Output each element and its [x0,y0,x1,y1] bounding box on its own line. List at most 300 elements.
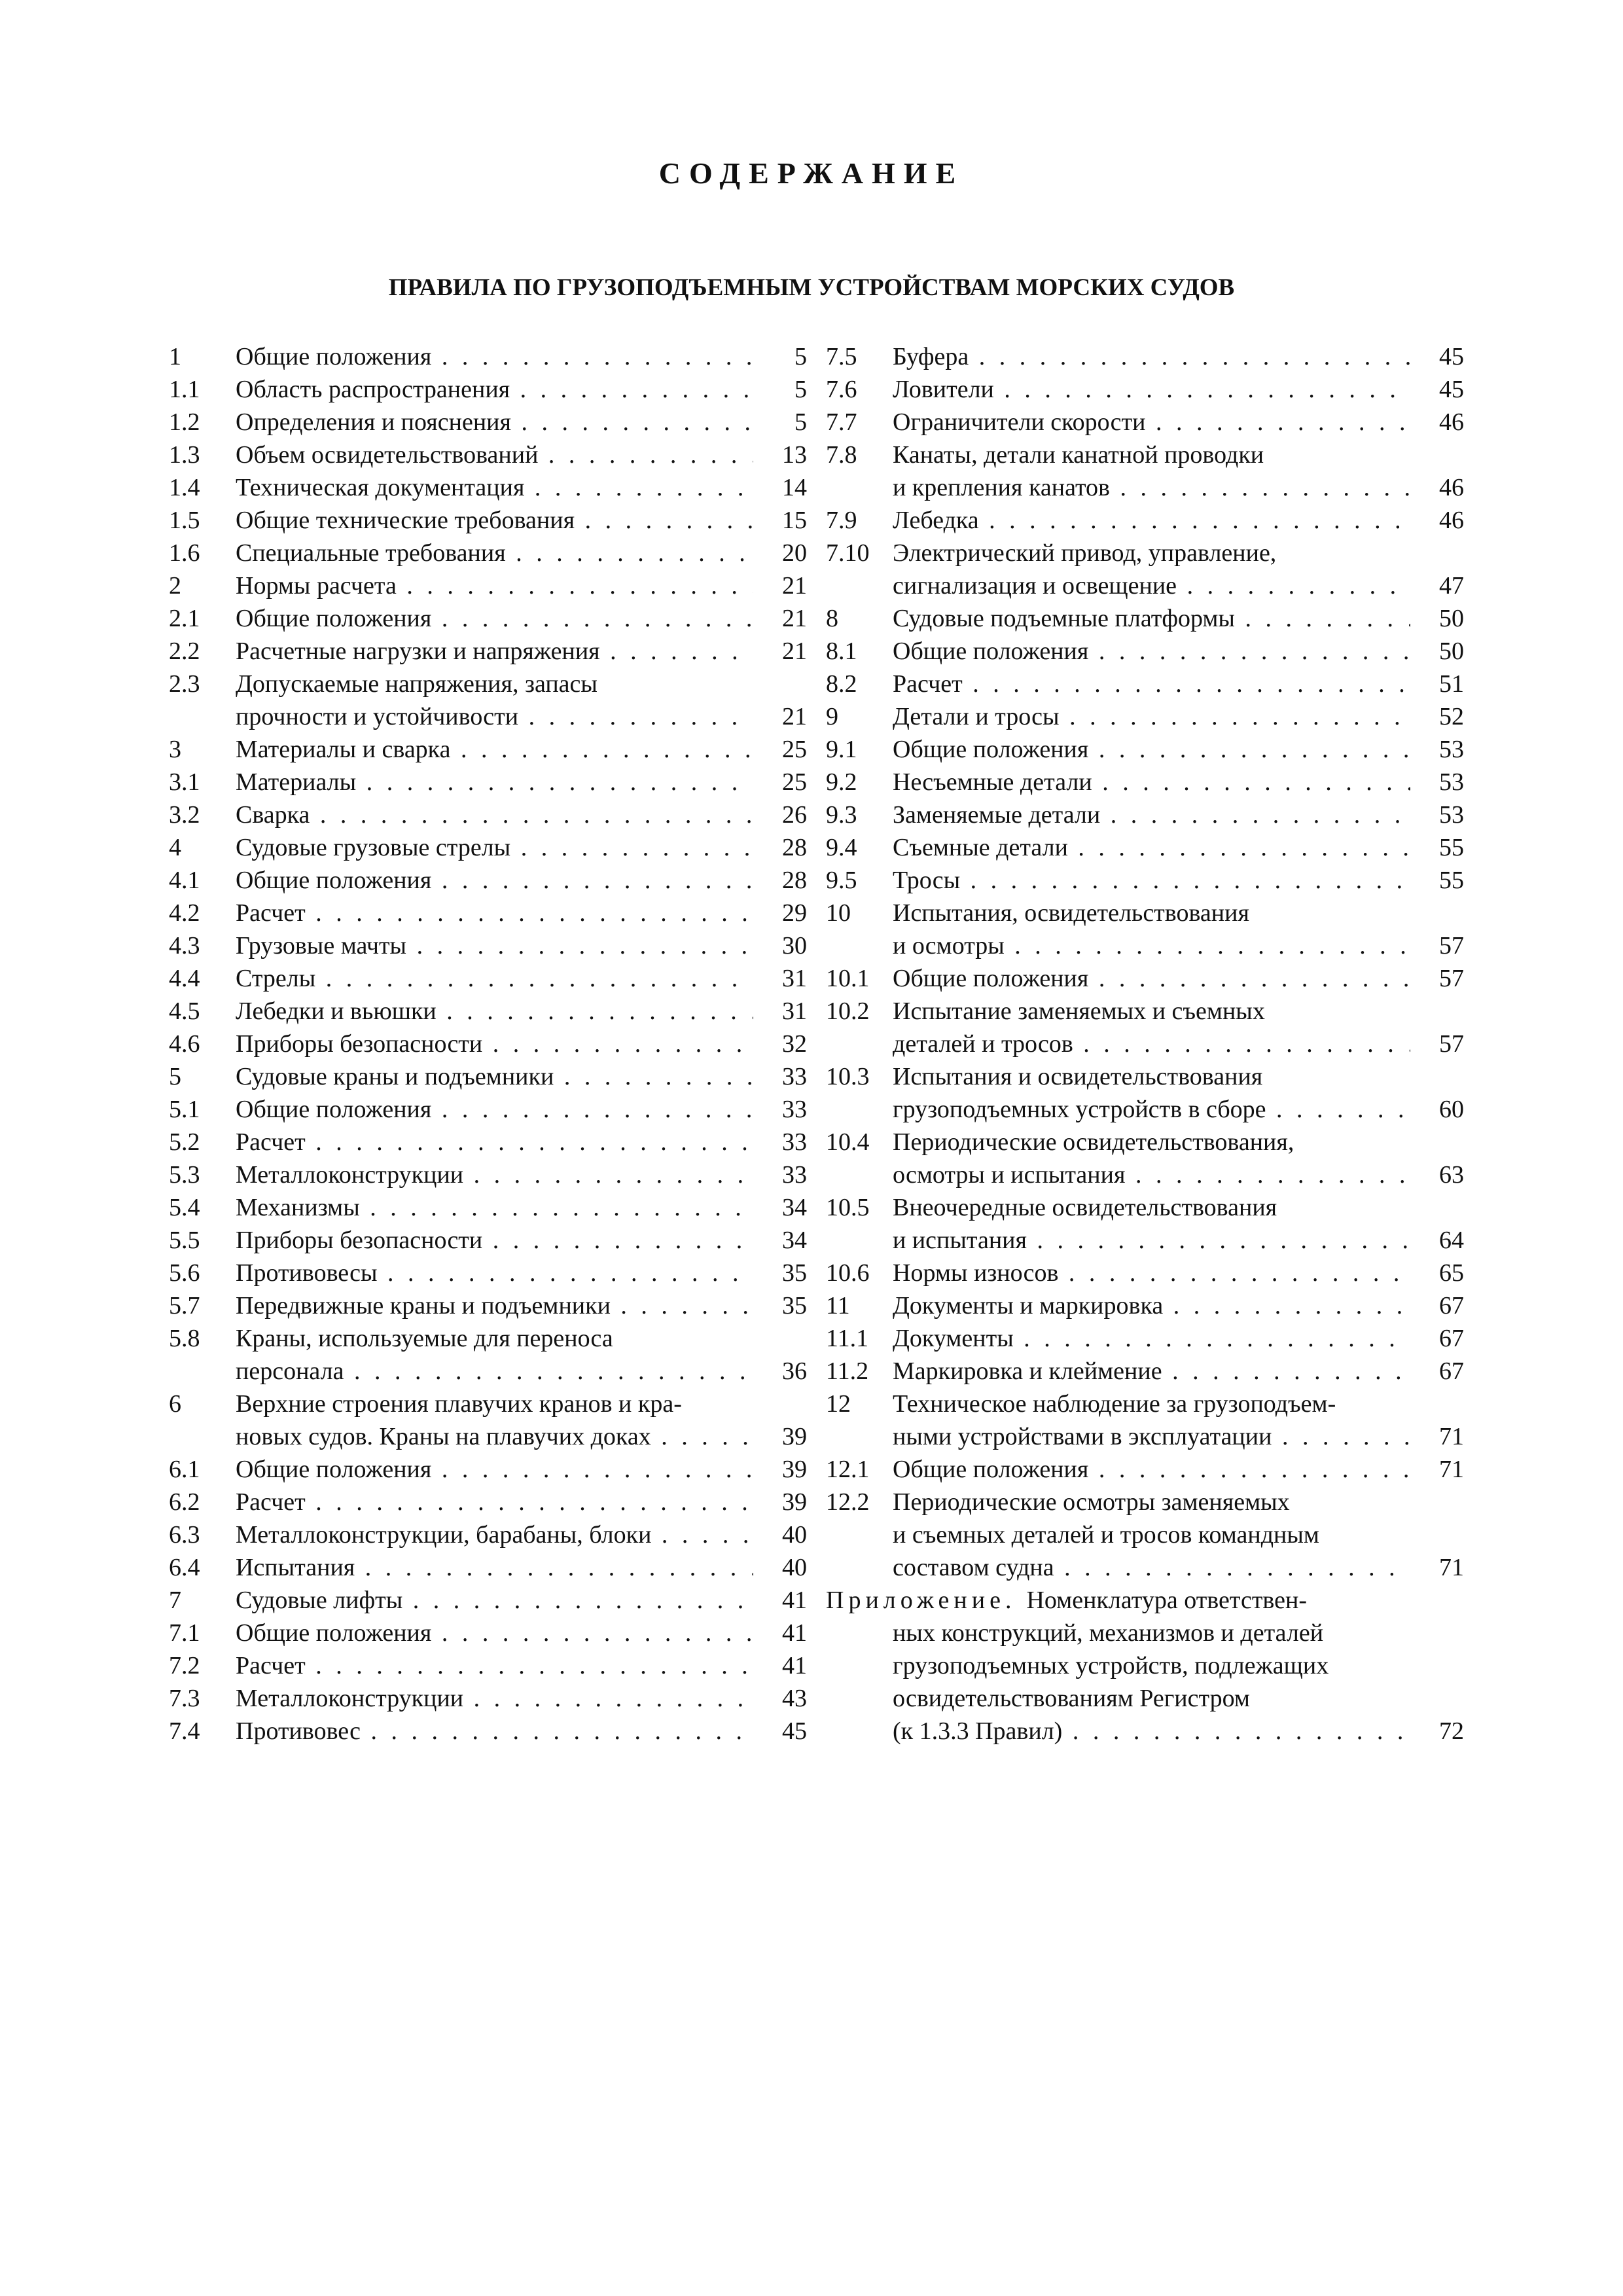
toc-line [826,504,1464,537]
toc-title-line: Нормы расчета . . . [236,569,753,602]
toc-line [169,406,807,439]
toc-entry[interactable] [826,504,1464,537]
toc-line [169,995,807,1028]
toc-page-number: 67 [1439,1325,1464,1352]
toc-title-line: Расчетные нагрузки и напряжения . . . [236,635,753,668]
toc-page-number: 57 [1439,1030,1464,1058]
toc-title-line: Расчет . . . [236,1486,753,1518]
toc-line [169,471,807,504]
toc-line [826,1715,1464,1748]
toc-page-number: 57 [1439,932,1464,960]
toc-title-line: Общие технические требования . . . [236,504,753,537]
toc-page-number: 50 [1439,637,1464,665]
toc-section-number: 6.3 [169,1521,200,1549]
toc-line [826,1093,1464,1126]
toc-entry[interactable] [169,733,807,766]
toc-title-line: Техническое наблюдение за грузоподъем- [893,1390,1336,1418]
toc-title-line: Судовые краны и подъемники . . . [236,1060,753,1093]
toc-entry[interactable] [169,766,807,798]
toc-page-number: 60 [1439,1096,1464,1123]
toc-line [169,1224,807,1257]
toc-entry[interactable] [826,635,1464,668]
toc-title-line: Металлоконструкции . . . [236,1682,753,1715]
toc-line [169,1322,807,1355]
toc-entry[interactable] [169,1486,807,1518]
toc-title-line: Передвижные краны и подъемники . . . [236,1289,753,1322]
toc-entry[interactable] [169,1060,807,1093]
toc-line [169,1289,807,1322]
toc-title-line: Испытания . . . [236,1551,753,1584]
toc-page-number: 72 [1439,1717,1464,1745]
toc-page-number: 71 [1439,1423,1464,1450]
toc-line [169,504,807,537]
toc-section-number: 9.1 [826,736,857,763]
toc-title-line: Верхние строения плавучих кранов и кра- [236,1390,682,1418]
toc-section-number: 7.8 [826,441,857,469]
toc-page-number: 29 [782,899,807,927]
toc-line [169,1388,807,1420]
toc-title-line: Лебедки и вьюшки . . . [236,995,753,1028]
toc-page-number: 43 [782,1685,807,1712]
toc-entry[interactable] [826,373,1464,406]
toc-line [826,929,1464,962]
toc-entry[interactable] [169,537,807,569]
toc-page-number: 28 [782,834,807,861]
toc-title-line: Испытание заменяемых и съемных [893,997,1265,1025]
toc-page-number: 71 [1439,1554,1464,1581]
toc-page-number: 33 [782,1161,807,1189]
toc-entry[interactable] [169,635,807,668]
toc-page-number: 28 [782,867,807,894]
toc-line [169,1584,807,1617]
toc-title-line: Техническая документация . . . [236,471,753,504]
toc-right-column [826,340,1464,1748]
toc-page-number: 25 [782,768,807,796]
toc-section-number: 5.6 [169,1259,200,1287]
toc-title-line: Общие положения . . . [893,962,1410,995]
toc-entry[interactable] [169,1715,807,1748]
toc-title-line: ных конструкций, механизмов и деталей [893,1619,1324,1647]
toc-page-number: 45 [1439,376,1464,403]
toc-entry[interactable] [826,864,1464,897]
toc-section-number: 10.6 [826,1259,870,1287]
toc-title-line: Приборы безопасности . . . [236,1224,753,1257]
toc-section-number: 1.4 [169,474,200,501]
toc-title-line: персонала . . . [236,1355,753,1388]
toc-section-number: 7.7 [826,408,857,436]
toc-entry[interactable] [826,798,1464,831]
toc-entry[interactable] [826,1388,1464,1453]
toc-title-line: составом судна . . . [893,1551,1410,1584]
toc-page-number: 21 [782,637,807,665]
toc-page-number: 39 [782,1488,807,1516]
toc-line [826,1060,1464,1093]
toc-entry[interactable] [169,1126,807,1158]
toc-section-number: 6.4 [169,1554,200,1581]
toc-entry[interactable] [826,537,1464,602]
toc-entry[interactable] [826,733,1464,766]
toc-section-number: 1.2 [169,408,200,436]
toc-line [826,995,1464,1028]
toc-section-number: 4.3 [169,932,200,960]
toc-line [169,733,807,766]
toc-line [169,1715,807,1748]
toc-line [169,602,807,635]
toc-section-number: 7 [169,1587,181,1614]
toc-line [826,602,1464,635]
toc-title-line: Общие положения . . . [236,864,753,897]
toc-entry[interactable] [169,1028,807,1060]
toc-title-line: Металлоконструкции . . . [236,1158,753,1191]
toc-entry[interactable] [169,1518,807,1551]
toc-title-line: Область распространения . . . [236,373,753,406]
toc-line [826,1388,1464,1420]
toc-line [169,668,807,700]
toc-entry[interactable] [169,1158,807,1191]
toc-entry[interactable] [169,798,807,831]
toc-section-number: 5 [169,1063,181,1090]
toc-entry[interactable] [826,1486,1464,1584]
toc-page-number: 32 [782,1030,807,1058]
toc-entry[interactable] [169,1682,807,1715]
toc-page-number: 46 [1439,474,1464,501]
toc-appendix-entry[interactable] [826,1584,1464,1748]
document-heading: ПРАВИЛА ПО ГРУЗОПОДЪЕМНЫМ УСТРОЙСТВАМ МОРСКИХ СУДОВ [388,274,1235,301]
toc-line [169,864,807,897]
toc-title-line: и испытания . . . [893,1224,1410,1257]
toc-entry[interactable] [169,1584,807,1617]
toc-line [169,1191,807,1224]
toc-entry[interactable] [826,1355,1464,1388]
toc-page-number: 13 [782,441,807,469]
toc-section-number: 3.1 [169,768,200,796]
toc-entry[interactable] [169,340,807,373]
toc-line [826,569,1464,602]
toc-line [169,1682,807,1715]
toc-section-number: 8 [826,605,838,632]
toc-line [826,1289,1464,1322]
toc-title-line: Съемные детали . . . [893,831,1410,864]
toc-section-number: 10.2 [826,997,870,1025]
toc-line [169,1257,807,1289]
toc-entry[interactable] [826,406,1464,439]
toc-page-number: 46 [1439,507,1464,534]
toc-entry[interactable] [826,766,1464,798]
appendix-label: Приложение. [826,1587,1016,1614]
toc-line [826,1355,1464,1388]
toc-title-line: освидетельствованиям Регистром [893,1685,1250,1712]
toc-title-line: осмотры и испытания . . . [893,1158,1410,1191]
toc-page-number: 34 [782,1227,807,1254]
toc-entry[interactable] [826,1322,1464,1355]
toc-title-line: Металлоконструкции, барабаны, блоки . . . [236,1518,753,1551]
toc-line [826,1322,1464,1355]
toc-page-number: 31 [782,997,807,1025]
toc-entry[interactable] [826,439,1464,504]
toc-title-line: Тросы . . . [893,864,1410,897]
toc-line [826,1551,1464,1584]
toc-line [826,1191,1464,1224]
toc-line [826,700,1464,733]
appendix-first-line-text: Номенклатура ответствен- [1026,1587,1308,1614]
toc-line [169,373,807,406]
toc-line [826,1158,1464,1191]
toc-title-line: Общие положения . . . [236,1453,753,1486]
toc-title-line: прочности и устойчивости . . . [236,700,753,733]
toc-section-number: 10.5 [826,1194,870,1221]
toc-section-number: 5.2 [169,1128,200,1156]
toc-entry[interactable] [826,1191,1464,1257]
toc-section-number: 4.1 [169,867,200,894]
toc-line [826,864,1464,897]
toc-title-line: Ловители . . . [893,373,1410,406]
page-title: СОДЕРЖАНИЕ [658,156,965,190]
toc-line [169,1551,807,1584]
toc-line [826,962,1464,995]
toc-line [169,1453,807,1486]
toc-title-line: Периодические освидетельствования, [893,1128,1294,1156]
toc-entry[interactable] [826,700,1464,733]
toc-title-line: Канаты, детали канатной проводки [893,441,1264,469]
toc-page-number: 39 [782,1456,807,1483]
toc-entry[interactable] [169,864,807,897]
toc-entry[interactable] [826,897,1464,962]
toc-entry[interactable] [169,897,807,929]
toc-entry[interactable] [826,602,1464,635]
toc-section-number: 12.2 [826,1488,870,1516]
toc-page-number: 53 [1439,801,1464,829]
toc-line [169,1158,807,1191]
toc-line [826,1649,1464,1682]
toc-entry[interactable] [826,1060,1464,1126]
toc-title-line: новых судов. Краны на плавучих доках . . . [236,1420,753,1453]
toc-entry[interactable] [169,1649,807,1682]
toc-line [169,700,807,733]
toc-line [826,1682,1464,1715]
toc-section-number: 5.4 [169,1194,200,1221]
toc-section-number: 10.3 [826,1063,870,1090]
toc-entry[interactable] [169,1191,807,1224]
toc-section-number: 4 [169,834,181,861]
toc-entry[interactable] [169,929,807,962]
toc-page-number: 34 [782,1194,807,1221]
toc-page-number: 35 [782,1259,807,1287]
toc-page-number: 31 [782,965,807,992]
toc-title-line: Общие положения . . . [236,340,753,373]
toc-title-line: Расчет . . . [893,668,1410,700]
toc-section-number: 5.7 [169,1292,200,1319]
toc-section-number: 7.9 [826,507,857,534]
toc-line [826,1486,1464,1518]
toc-entry[interactable] [169,1551,807,1584]
toc-title-line: Документы . . . [893,1322,1410,1355]
toc-page-number: 40 [782,1554,807,1581]
toc-title-line: Расчет . . . [236,897,753,929]
toc-entry[interactable] [169,1617,807,1649]
toc-title-line: Судовые лифты . . . [236,1584,753,1617]
toc-page-number: 53 [1439,736,1464,763]
toc-page-number: 41 [782,1587,807,1614]
toc-section-number: 10 [826,899,851,927]
toc-section-number: 12 [826,1390,851,1418]
toc-section-number: 7.5 [826,343,857,370]
toc-line [826,373,1464,406]
toc-line [826,668,1464,700]
toc-page-number: 64 [1439,1227,1464,1254]
toc-entry[interactable] [826,340,1464,373]
toc-entry[interactable] [169,504,807,537]
toc-entry[interactable] [169,569,807,602]
toc-line [826,439,1464,471]
toc-entry[interactable] [826,831,1464,864]
toc-section-number: 8.2 [826,670,857,698]
toc-title-line: (к 1.3.3 Правил) . . . [893,1715,1410,1748]
toc-title-line: Общие положения . . . [893,635,1410,668]
toc-entry[interactable] [169,1093,807,1126]
toc-section-number: 4.6 [169,1030,200,1058]
toc-entry[interactable] [826,962,1464,995]
toc-page-number: 25 [782,736,807,763]
toc-section-number: 2 [169,572,181,600]
toc-section-number: 4.2 [169,899,200,927]
toc-line [169,1518,807,1551]
toc-entry[interactable] [826,668,1464,700]
toc-title-line: Расчет . . . [236,1649,753,1682]
toc-line [826,766,1464,798]
toc-line [826,1126,1464,1158]
toc-line [169,340,807,373]
toc-section-number: 5.3 [169,1161,200,1189]
toc-section-number: 5.1 [169,1096,200,1123]
toc-section-number: 9.3 [826,801,857,829]
toc-entry[interactable] [826,1289,1464,1322]
toc-line [826,1453,1464,1486]
toc-section-number: 11 [826,1292,850,1319]
toc-entry[interactable] [826,995,1464,1060]
toc-entry[interactable] [169,831,807,864]
toc-entry[interactable] [169,471,807,504]
toc-section-number: 7.3 [169,1685,200,1712]
toc-line [169,1126,807,1158]
toc-title-line: Лебедка . . . [893,504,1410,537]
toc-entry[interactable] [169,406,807,439]
toc-entry[interactable] [826,1126,1464,1191]
toc-title-line: Испытания и освидетельствования [893,1063,1263,1090]
toc-entry[interactable] [169,1289,807,1322]
toc-entry[interactable] [169,373,807,406]
toc-title-line: Общие положения . . . [236,1093,753,1126]
toc-page-number: 41 [782,1652,807,1679]
toc-entry[interactable] [826,1453,1464,1486]
toc-page-number: 45 [782,1717,807,1745]
toc-title-line: Периодические осмотры заменяемых [893,1488,1290,1516]
toc-section-number: 7.1 [169,1619,200,1647]
toc-left-column [169,340,807,1748]
toc-title-line: Краны, используемые для переноса [236,1325,613,1352]
toc-title-line: Приборы безопасности . . . [236,1028,753,1060]
toc-entry[interactable] [169,1388,807,1453]
toc-title-line: Грузовые мачты . . . [236,929,753,962]
toc-entry[interactable] [169,1453,807,1486]
toc-entry[interactable] [169,962,807,995]
toc-line [826,537,1464,569]
toc-title-line: Судовые грузовые стрелы . . . [236,831,753,864]
toc-line [169,1617,807,1649]
toc-section-number: 7.2 [169,1652,200,1679]
toc-page-number: 5 [794,408,807,436]
toc-page-number: 39 [782,1423,807,1450]
toc-section-number: 2.1 [169,605,200,632]
toc-title-line: грузоподъемных устройств, подлежащих [893,1652,1329,1679]
toc-line [826,340,1464,373]
toc-appendix-first-line [826,1584,1464,1617]
toc-section-number: 9 [826,703,838,730]
toc-entry[interactable] [169,1322,807,1388]
toc-line [826,1518,1464,1551]
toc-line [169,929,807,962]
toc-page-number: 57 [1439,965,1464,992]
toc-section-number: 2.3 [169,670,200,698]
toc-entry[interactable] [169,439,807,471]
toc-title-line: Внеочередные освидетельствования [893,1194,1277,1221]
toc-page-number: 21 [782,572,807,600]
toc-line [169,1060,807,1093]
toc-section-number: 9.4 [826,834,857,861]
toc-entry[interactable] [169,1224,807,1257]
toc-title-line: сигнализация и освещение . . . [893,569,1410,602]
toc-title-line: грузоподъемных устройств в сборе . . . [893,1093,1410,1126]
toc-page-number: 33 [782,1128,807,1156]
toc-title-line: Противовесы . . . [236,1257,753,1289]
toc-page-number: 35 [782,1292,807,1319]
toc-page-number: 51 [1439,670,1464,698]
toc-line [169,1355,807,1388]
toc-section-number: 2.2 [169,637,200,665]
toc-line [169,1486,807,1518]
toc-page-number: 46 [1439,408,1464,436]
toc-section-number: 9.2 [826,768,857,796]
toc-page-number: 21 [782,703,807,730]
toc-section-number: 11.2 [826,1357,869,1385]
toc-section-number: 7.4 [169,1717,200,1745]
toc-entry[interactable] [826,1257,1464,1289]
toc-section-number: 10.1 [826,965,870,992]
toc-entry[interactable] [169,602,807,635]
toc-title-line: Материалы и сварка . . . [236,733,753,766]
toc-line [826,1420,1464,1453]
toc-title-line: Ограничители скорости . . . [893,406,1410,439]
toc-entry[interactable] [169,668,807,733]
toc-line [169,635,807,668]
toc-page-number: 5 [794,376,807,403]
toc-section-number: 3.2 [169,801,200,829]
toc-page-number: 41 [782,1619,807,1647]
toc-page-number: 55 [1439,834,1464,861]
toc-entry[interactable] [169,1257,807,1289]
toc-page-number: 5 [794,343,807,370]
toc-title-line: Электрический привод, управление, [893,539,1277,567]
toc-line [826,1257,1464,1289]
toc-title-line: Детали и тросы . . . [893,700,1410,733]
toc-page-number: 47 [1439,572,1464,600]
toc-title-line: Расчет . . . [236,1126,753,1158]
toc-page-number: 14 [782,474,807,501]
toc-page-number: 71 [1439,1456,1464,1483]
toc-entry[interactable] [169,995,807,1028]
toc-title-line: Сварка . . . [236,798,753,831]
toc-line [826,831,1464,864]
toc-line [169,1028,807,1060]
